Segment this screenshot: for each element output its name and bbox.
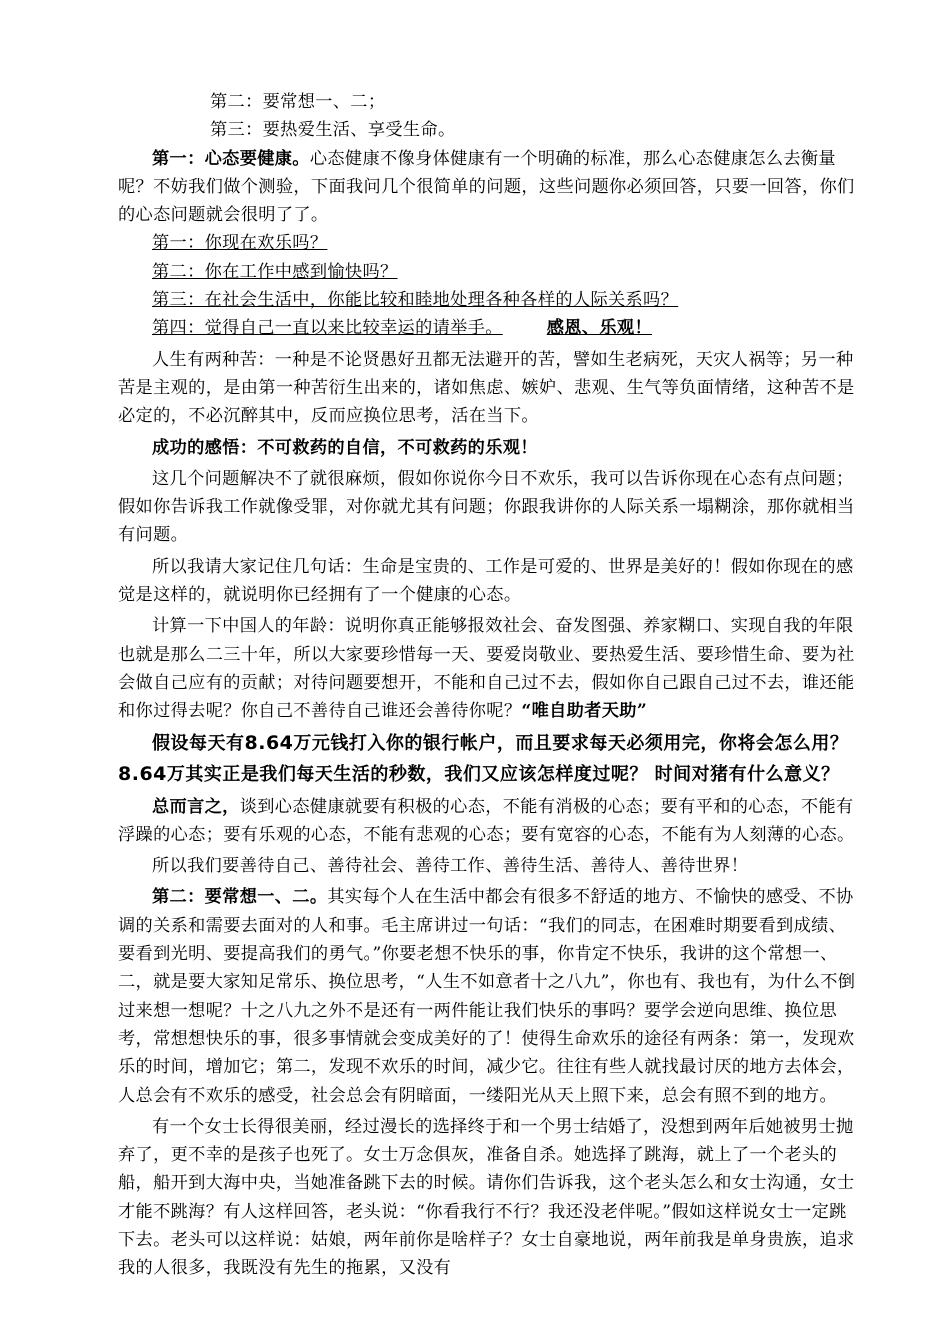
question-item: 第三：在社会生活中，你能比较和睦地处理各种各样的人际关系吗？ (152, 290, 679, 311)
summary-paragraph: 总而言之，谈到心态健康就要有积极的心态，不能有消极的心态；要有平和的心态，不能有浮躁的心态；要有乐观的心态，不能有悲观的心态；要有宽容的心态，不能有为人刻薄的心态。 (118, 796, 855, 845)
paragraph-age: 计算一下中国人的年龄：说明你真正能够报效社会、奋发图强、养家糊口、实现自我的年限也就是那么二三十年，所以大家要珍惜每一天、要爱岗敬业、要热爱生活、要珍惜生命、要为社会做自己应有的贡献；对待问题要想开，不能和自己过不去，假如你自己跟自己过不去，谁还能和你过得去呢？你自己不善待自己谁还会善待你呢？“唯自助者天助” (118, 616, 855, 722)
paragraph-story: 有一个女士长得很美丽，经过漫长的选择终于和一个男士结婚了，没想到两年后她被男士抛弃了，更不幸的是孩子也死了。女士万念俱灰，准备自杀。她选择了跳海，就上了一个老头的船，船开到大海中央，当她准备跳下去的时候。请你们告诉我，这个老头怎么和女士沟通，女士才能不跳海？有人这样回答，老头说：“你看我行不行？我还没老伴呢。”假如这样说女士一定跳下去。老头可以这样说：姑娘，两年前你是啥样子？女士自豪地说，两年前我是单身贵族，追求我的人很多，我既没有先生的拖累，又没有 (118, 1116, 855, 1279)
outline-item: 第二：要常想一、二； (210, 92, 386, 112)
question-item: 第四：觉得自己一直以来比较幸运的请举手。 感恩、乐观！ (152, 318, 652, 339)
money-question: 假设每天有8.64万元钱打入你的银行帐户，而且要求每天必须用完，你将会怎么用？8.64万其实正是我们每天生活的秒数，我们又应该怎样度过呢？ 时间对猪有什么意义？ (118, 731, 849, 785)
question-tag: 感恩、乐观！ (546, 318, 652, 339)
success-line: 成功的感悟：不可救药的自信，不可救药的乐观！ (152, 437, 538, 458)
section-one-heading: 第一：心态要健康。 (152, 148, 310, 169)
quote: “唯自助者天助” (521, 701, 648, 722)
paragraph-treat: 所以我们要善待自己、善待社会、善待工作、善待生活、善待人、善待世界！ (152, 856, 749, 877)
question-item: 第二：你在工作中感到愉快吗？ (152, 261, 398, 282)
section-two-heading: 第二：要常想一、二。 (152, 887, 328, 908)
section-two-text: 其实每个人在生活中都会有很多不舒适的地方、不愉快的感受、不协调的关系和需要去面对的人和事。毛主席讲过一句话：“我们的同志，在困难时期要看到成绩、要看到光明、要提高我们的勇气。”你要老想不快乐的事，你肯定不快乐，我讲的这个常想一、二，就是要大家知足常乐、换位思考，“人生不如意者十之八九”，你也有、我也有，为什么不倒过来想一想呢？十之八九之外不是还有一两件能让我们快乐的事吗？要学会逆向思维、换位思考，常想想快乐的事，很多事情就会变成美好的了！使得生命欢乐的途径有两条：第一，发现欢乐的时间，增加它；第二，发现不欢乐的时间，减少它。往往有些人就找最讨厌的地方去体会，人总会有不欢乐的感受，社会总会有阴暗面，一缕阳光从天上照下来，总会有照不到的地方。 (118, 887, 856, 1106)
paragraph-remember: 所以我请大家记住几句话：生命是宝贵的、工作是可爱的、世界是美好的！假如你现在的感觉是这样的，就说明你已经拥有了一个健康的心态。 (118, 556, 854, 606)
summary-lead: 总而言之， (152, 796, 240, 817)
section-two-paragraph (118, 883, 862, 1109)
paragraph-problems: 这几个问题解决不了就很麻烦，假如你说你今日不欢乐，我可以告诉你现在心态有点问题；假如你告诉我工作就像受罪，对你就尤其有问题；你跟我讲你的人际关系一塌糊涂，那你就相当有问题。 (118, 468, 855, 546)
document-body (118, 88, 862, 1283)
section-one-text: 心态健康不像身体健康有一个明确的标准，那么心态健康怎么去衡量呢？不妨我们做个测验，下面我问几个很简单的问题，这些问题你必须回答，只要一回答，你们的心态问题就会很明了了。 (118, 148, 855, 226)
section-one-paragraph (118, 145, 862, 230)
outline-item: 第三：要热爱生活、享受生命。 (210, 120, 456, 141)
paragraph-two-pains: 人生有两种苦：一种是不论贤愚好丑都无法避开的苦，譬如生老病死，天灾人祸等；另一种苦是主观的，是由第一种苦衍生出来的，诸如焦虑、嫉妒、悲观、生气等负面情绪，这种苦不是必定的，不必沉醉其中，反而应换位思考，活在当下。 (118, 349, 855, 427)
question-item: 第一：你现在欢乐吗？ (152, 233, 328, 254)
